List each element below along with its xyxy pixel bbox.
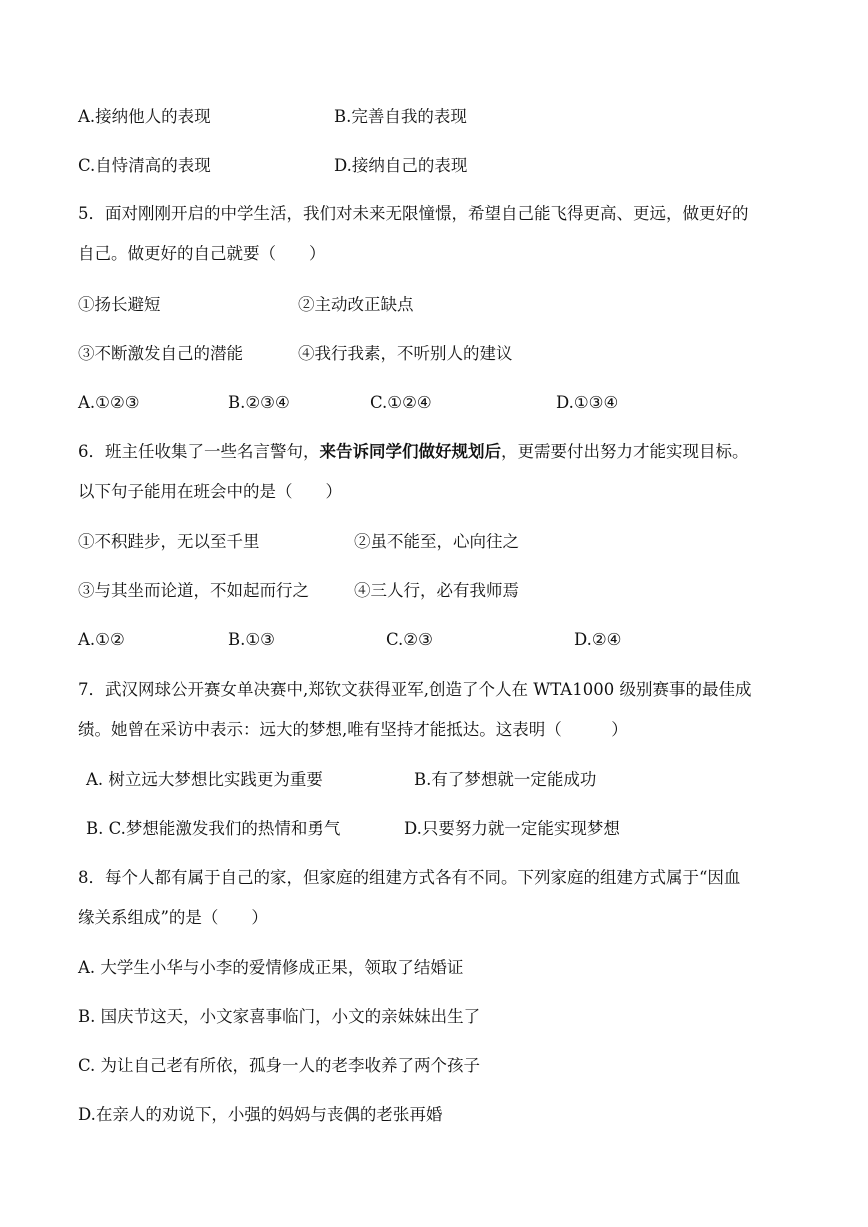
q4-option-d: D.接纳自己的表现 — [334, 156, 468, 175]
q6-stem-bold: 来告诉同学们做好规划后 — [319, 442, 501, 461]
q6-stem-line2: 以下句子能用在班会中的是（ ） — [78, 482, 342, 501]
q7-option-c: B. C.梦想能激发我们的热情和勇气 — [86, 819, 341, 838]
q7-stem-line1: 7．武汉网球公开赛女单决赛中,郑钦文获得亚军,创造了个人在 WTA1000 级别赛事的最佳成 — [78, 680, 752, 699]
q7-option-b: B.有了梦想就一定能成功 — [414, 770, 597, 789]
q5-option-c: C.①②④ — [370, 393, 432, 412]
q5-item-4: ④我行我素，不听别人的建议 — [298, 344, 513, 363]
q8-option-b: B. 国庆节这天，小文家喜事临门，小文的亲妹妹出生了 — [78, 1007, 481, 1026]
q6-option-b: B.①③ — [228, 630, 275, 649]
q8-option-c: C. 为让自己老有所依，孤身一人的老李收养了两个孩子 — [78, 1056, 481, 1075]
q4-option-a: A.接纳他人的表现 — [78, 107, 211, 126]
q4-option-c: C.自恃清高的表现 — [78, 156, 211, 175]
q5-item-3: ③不断激发自己的潜能 — [78, 344, 243, 363]
q6-stem-part2: ，更需要付出努力才能实现目标。 — [501, 442, 749, 461]
q5-item-1: ①扬长避短 — [78, 295, 161, 314]
q5-option-b: B.②③④ — [228, 393, 290, 412]
q6-stem-part1: 6．班主任收集了一些名言警句， — [78, 442, 320, 461]
q6-option-c: C.②③ — [386, 630, 433, 649]
q6-stem-line1 — [78, 441, 749, 463]
q4-option-b: B.完善自我的表现 — [334, 107, 467, 126]
q8-stem-line2: 缘关系组成”的是（ ） — [78, 908, 268, 927]
q5-item-2: ②主动改正缺点 — [298, 295, 414, 314]
q7-option-d: D.只要努力就一定能实现梦想 — [404, 819, 620, 838]
q5-stem-line2: 自己。做更好的自己就要（ ） — [78, 244, 326, 263]
q5-option-d: D.①③④ — [556, 393, 619, 412]
q6-option-d: D.②④ — [574, 630, 622, 649]
q6-item-3: ③与其坐而论道，不如起而行之 — [78, 581, 309, 600]
q5-stem-line1: 5．面对刚刚开启的中学生活，我们对未来无限憧憬，希望自己能飞得更高、更远，做更好的 — [78, 204, 749, 223]
q7-stem-line2: 绩。她曾在采访中表示：远大的梦想,唯有坚持才能抵达。这表明（ ） — [78, 720, 628, 739]
q8-stem-line1: 8．每个人都有属于自己的家，但家庭的组建方式各有不同。下列家庭的组建方式属于“因血 — [78, 868, 741, 887]
q7-option-a: A. 树立远大梦想比实践更为重要 — [86, 770, 323, 789]
q5-option-a: A.①②③ — [78, 393, 140, 412]
q8-option-a: A. 大学生小华与小李的爱情修成正果，领取了结婚证 — [78, 958, 464, 977]
q6-item-1: ①不积跬步，无以至千里 — [78, 532, 260, 551]
q8-option-d: D.在亲人的劝说下，小强的妈妈与丧偶的老张再婚 — [78, 1105, 443, 1124]
q6-option-a: A.①② — [78, 630, 125, 649]
q6-item-4: ④三人行，必有我师焉 — [354, 581, 519, 600]
q6-item-2: ②虽不能至，心向往之 — [354, 532, 519, 551]
